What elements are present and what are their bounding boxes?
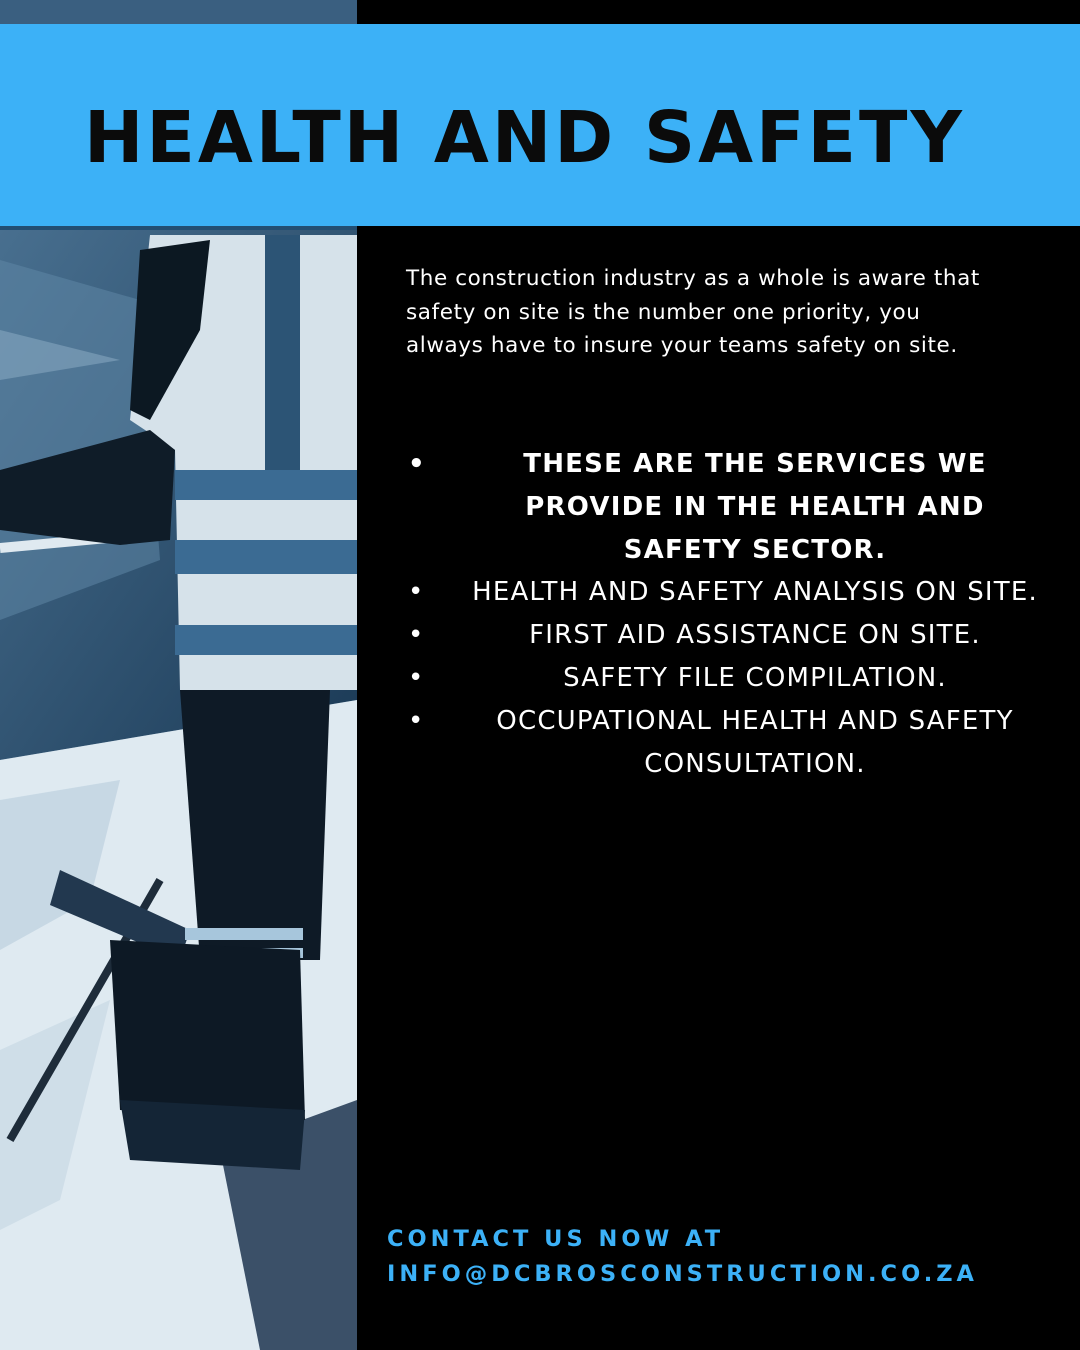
bullet-icon: •	[408, 620, 425, 651]
list-item	[400, 571, 1040, 614]
contact-email-link[interactable]: INFO@DCBROSCONSTRUCTION.CO.ZA	[387, 1260, 978, 1287]
list-item	[400, 700, 1040, 786]
page-title: HEALTH AND SAFETY	[84, 96, 965, 179]
service-item-text: FIRST AID ASSISTANCE ON SITE.	[529, 620, 981, 651]
title-banner	[0, 24, 1080, 226]
bullet-icon: •	[408, 449, 426, 479]
list-item	[400, 657, 1040, 700]
intro-paragraph: The construction industry as a whole is aware that safety on site is the number one priority, you always have to insure your teams safety on site.	[406, 266, 980, 359]
bullet-icon: •	[408, 577, 425, 608]
contact-block	[387, 1222, 978, 1291]
bullet-icon: •	[408, 662, 425, 693]
list-item	[400, 614, 1040, 657]
service-item-text: HEALTH AND SAFETY ANALYSIS ON SITE.	[472, 577, 1038, 608]
contact-heading: CONTACT US NOW AT	[387, 1226, 725, 1252]
service-item-text: SAFETY FILE COMPILATION.	[563, 662, 947, 693]
services-lead-text: THESE ARE THE SERVICES WE PROVIDE IN THE HEALTH AND SAFETY SECTOR.	[523, 449, 987, 565]
bullet-icon: •	[408, 705, 425, 736]
service-item-text: OCCUPATIONAL HEALTH AND SAFETY CONSULTATION.	[496, 705, 1014, 779]
services-list	[400, 443, 1038, 785]
list-item	[400, 443, 1040, 571]
